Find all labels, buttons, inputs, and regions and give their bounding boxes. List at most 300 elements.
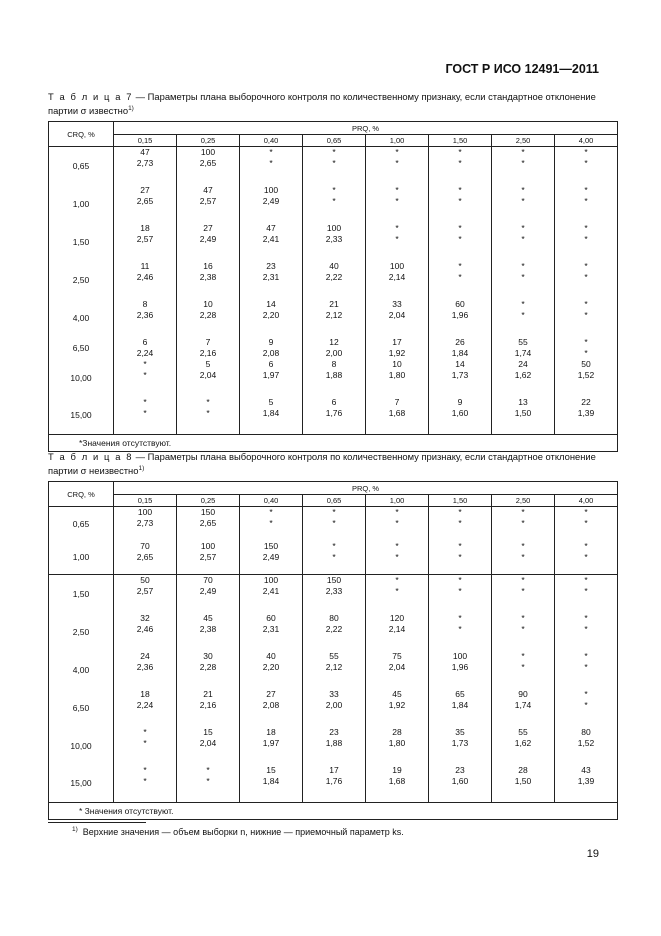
acceptance-constant: 2,33	[325, 233, 343, 244]
acceptance-constant: 2,20	[262, 661, 280, 672]
sample-size: 30	[203, 650, 213, 661]
table-cell	[429, 689, 492, 727]
table-7	[48, 121, 618, 452]
sample-size: *	[395, 222, 399, 233]
sample-size: 11	[140, 260, 150, 271]
acceptance-constant: 1,39	[577, 407, 595, 418]
sample-size: 40	[329, 260, 339, 271]
sample-size: *	[458, 575, 462, 585]
acceptance-constant: *	[458, 551, 462, 562]
sample-size: 10	[392, 358, 402, 369]
acceptance-constant: *	[584, 309, 588, 320]
acceptance-constant: 1,92	[388, 699, 406, 710]
sample-size: *	[584, 507, 588, 517]
sample-size: 90	[518, 688, 528, 699]
sample-size: 27	[203, 222, 213, 233]
acceptance-constant: 1,74	[514, 347, 532, 358]
acceptance-constant: *	[143, 775, 147, 786]
sample-size: 100	[137, 507, 153, 517]
sample-size: *	[584, 650, 588, 661]
table-cell	[366, 651, 429, 689]
sample-size: 50	[581, 358, 591, 369]
sample-size: *	[458, 612, 462, 623]
acceptance-constant: 2,00	[325, 347, 343, 358]
page-number: 19	[586, 848, 599, 860]
acceptance-constant: *	[458, 195, 462, 206]
table-cell	[492, 651, 555, 689]
acceptance-constant: 2,65	[136, 195, 154, 206]
prq-value: 0,15	[114, 135, 177, 147]
sample-size: 12	[329, 336, 339, 347]
sample-size: 70	[140, 540, 150, 551]
table-cell	[303, 765, 366, 803]
table-cell	[240, 541, 303, 575]
sample-size: 43	[581, 764, 591, 775]
table-cell	[366, 147, 429, 185]
sample-size: 7	[205, 336, 211, 347]
table-row	[49, 575, 618, 613]
acceptance-constant: 1,60	[451, 407, 469, 418]
prq-header: PRQ, %	[114, 482, 618, 495]
table-cell	[366, 223, 429, 261]
sample-size: *	[584, 184, 588, 195]
acceptance-constant: 1,52	[577, 369, 595, 380]
table-cell	[177, 397, 240, 435]
sample-size: *	[584, 688, 588, 699]
acceptance-constant: *	[458, 623, 462, 634]
sample-size: 45	[203, 612, 213, 623]
table-cell	[303, 147, 366, 185]
table-cell	[303, 299, 366, 337]
acceptance-constant: 2,16	[199, 699, 217, 710]
prq-values-row	[49, 495, 618, 507]
sample-size: *	[584, 260, 588, 271]
crq-value: 10,00	[49, 359, 114, 397]
acceptance-constant: 1,84	[262, 775, 280, 786]
table-cell	[303, 541, 366, 575]
acceptance-constant: 2,31	[262, 271, 280, 282]
table-cell	[114, 613, 177, 651]
table-cell	[240, 359, 303, 397]
table-cell	[492, 185, 555, 223]
acceptance-constant: 1,97	[262, 369, 280, 380]
acceptance-constant: 2,73	[136, 158, 154, 168]
table-cell	[429, 337, 492, 359]
sample-size: 23	[329, 726, 339, 737]
table-cell	[366, 185, 429, 223]
table-cell	[492, 261, 555, 299]
sample-size: 80	[329, 612, 339, 623]
table-cell	[555, 651, 618, 689]
sample-size: *	[521, 650, 525, 661]
table-cell	[429, 261, 492, 299]
crq-value: 1,00	[49, 541, 114, 575]
table-cell	[240, 765, 303, 803]
table-cell	[240, 575, 303, 613]
table-cell	[240, 689, 303, 727]
table-cell	[114, 689, 177, 727]
sample-size: *	[521, 260, 525, 271]
sample-size: 100	[263, 575, 279, 585]
acceptance-constant: *	[584, 271, 588, 282]
table-row	[49, 541, 618, 575]
table-cell	[429, 613, 492, 651]
acceptance-constant: *	[395, 233, 399, 244]
sample-size: *	[143, 764, 147, 775]
sample-size: 16	[203, 260, 213, 271]
acceptance-constant: 2,57	[136, 233, 154, 244]
table-cell	[429, 223, 492, 261]
table-row	[49, 299, 618, 337]
acceptance-constant: *	[269, 158, 273, 168]
prq-value: 0,15	[114, 495, 177, 507]
table-cell	[303, 185, 366, 223]
sample-size: 26	[455, 336, 465, 347]
table-row	[49, 261, 618, 299]
crq-value: 1,00	[49, 185, 114, 223]
sample-size: 47	[140, 147, 150, 157]
sample-size: *	[143, 726, 147, 737]
sample-size: *	[584, 147, 588, 157]
sample-size: 21	[203, 688, 213, 699]
sample-size: 18	[266, 726, 276, 737]
table-cell	[555, 727, 618, 765]
table-cell	[240, 727, 303, 765]
prq-value: 0,25	[177, 135, 240, 147]
table-cell	[303, 261, 366, 299]
table-note: *Значения отсутствуют.	[49, 435, 618, 452]
sample-size: *	[521, 184, 525, 195]
crq-value: 2,50	[49, 261, 114, 299]
note-row	[49, 435, 618, 452]
table-cell	[366, 727, 429, 765]
table-cell	[240, 223, 303, 261]
sample-size: 15	[203, 726, 213, 737]
sample-size: 10	[203, 298, 213, 309]
crq-value: 0,65	[49, 147, 114, 185]
acceptance-constant: 1,62	[514, 737, 532, 748]
acceptance-constant: 2,49	[262, 195, 280, 206]
sample-size: *	[584, 222, 588, 233]
acceptance-constant: 2,12	[325, 661, 343, 672]
table-cell	[114, 507, 177, 541]
table-cell	[303, 613, 366, 651]
sample-size: 24	[518, 358, 528, 369]
acceptance-constant: 2,28	[199, 309, 217, 320]
table-cell	[366, 507, 429, 541]
acceptance-constant: 2,38	[199, 271, 217, 282]
prq-value: 0,65	[303, 495, 366, 507]
sample-size: 47	[266, 222, 276, 233]
acceptance-constant: 1,73	[451, 369, 469, 380]
table-cell	[492, 223, 555, 261]
sample-size: 150	[326, 575, 342, 585]
acceptance-constant: 2,38	[199, 623, 217, 634]
acceptance-constant: 2,73	[136, 518, 154, 528]
acceptance-constant: *	[584, 347, 588, 358]
table-row	[49, 613, 618, 651]
sample-size: *	[143, 358, 147, 369]
table-8	[48, 481, 618, 820]
table-cell	[114, 765, 177, 803]
sample-size: *	[458, 147, 462, 157]
acceptance-constant: *	[521, 661, 525, 672]
table-7-caption	[48, 91, 618, 117]
acceptance-constant: 1,76	[325, 775, 343, 786]
acceptance-constant: *	[143, 737, 147, 748]
table-row	[49, 765, 618, 803]
sample-size: 100	[326, 222, 342, 233]
table-cell	[177, 613, 240, 651]
table-cell	[114, 147, 177, 185]
sample-size: *	[458, 540, 462, 551]
sample-size: *	[584, 298, 588, 309]
acceptance-constant: *	[332, 158, 336, 168]
table-cell	[555, 223, 618, 261]
table-title: — Параметры плана выборочного контроля по количественному признаку, если стандартное отклонение партии σ неизвестно	[48, 451, 596, 477]
table-cell	[429, 575, 492, 613]
table-cell	[177, 541, 240, 575]
sample-size: 17	[392, 336, 402, 347]
acceptance-constant: 1,76	[325, 407, 343, 418]
sample-size: 55	[329, 650, 339, 661]
crq-value: 0,65	[49, 507, 114, 541]
table-cell	[240, 261, 303, 299]
table-cell	[555, 507, 618, 541]
table-cell	[366, 337, 429, 359]
table-cell	[240, 147, 303, 185]
acceptance-constant: 2,24	[136, 347, 154, 358]
sample-size: 23	[266, 260, 276, 271]
table-cell	[177, 507, 240, 541]
crq-value: 6,50	[49, 689, 114, 727]
acceptance-constant: 2,41	[262, 233, 280, 244]
table-cell	[303, 507, 366, 541]
crq-value: 6,50	[49, 337, 114, 359]
acceptance-constant: 2,12	[325, 309, 343, 320]
sample-size: *	[521, 147, 525, 157]
acceptance-constant: *	[458, 158, 462, 168]
table-cell	[492, 575, 555, 613]
table-cell	[555, 689, 618, 727]
sample-size: *	[521, 540, 525, 551]
acceptance-constant: 2,28	[199, 661, 217, 672]
acceptance-constant: 1,84	[262, 407, 280, 418]
acceptance-constant: *	[395, 195, 399, 206]
sample-size: 15	[266, 764, 276, 775]
acceptance-constant: 2,24	[136, 699, 154, 710]
acceptance-constant: 2,36	[136, 661, 154, 672]
table-cell	[492, 337, 555, 359]
sample-size: *	[143, 396, 147, 407]
sample-size: *	[584, 575, 588, 585]
note-row	[49, 803, 618, 820]
prq-value: 4,00	[555, 495, 618, 507]
sample-size: *	[395, 575, 399, 585]
acceptance-constant: *	[395, 586, 399, 596]
sample-size: 27	[140, 184, 150, 195]
table-cell	[240, 613, 303, 651]
sample-size: 8	[142, 298, 148, 309]
sample-size: 32	[140, 612, 150, 623]
acceptance-constant: *	[332, 551, 336, 562]
acceptance-constant: 2,31	[262, 623, 280, 634]
sample-size: 60	[266, 612, 276, 623]
table-cell	[366, 613, 429, 651]
table-cell	[555, 613, 618, 651]
table-cell	[177, 261, 240, 299]
footnote-divider	[48, 822, 146, 823]
table-cell	[177, 185, 240, 223]
table-cell	[177, 147, 240, 185]
acceptance-constant: 1,88	[325, 737, 343, 748]
table-row	[49, 689, 618, 727]
table-cell	[429, 541, 492, 575]
acceptance-constant: 1,96	[451, 309, 469, 320]
table-cell	[429, 397, 492, 435]
acceptance-constant: 2,33	[325, 586, 343, 596]
prq-value: 1,00	[366, 135, 429, 147]
sample-size: 75	[392, 650, 402, 661]
table-cell	[429, 727, 492, 765]
sample-size: 33	[329, 688, 339, 699]
table-cell	[114, 575, 177, 613]
sample-size: 28	[518, 764, 528, 775]
sample-size: 150	[263, 540, 279, 551]
table-cell	[492, 397, 555, 435]
table-cell	[177, 359, 240, 397]
acceptance-constant: 2,36	[136, 309, 154, 320]
acceptance-constant: *	[458, 271, 462, 282]
crq-header: CRQ, %	[49, 122, 114, 147]
table-cell	[114, 359, 177, 397]
acceptance-constant: *	[143, 407, 147, 418]
acceptance-constant: *	[395, 551, 399, 562]
table-cell	[366, 689, 429, 727]
footnote-text: Верхние значения — объем выборки n, нижние — приемочный параметр ks.	[82, 827, 404, 837]
crq-header: CRQ, %	[49, 482, 114, 507]
prq-value: 2,50	[492, 135, 555, 147]
table-cell	[492, 541, 555, 575]
table-row	[49, 727, 618, 765]
acceptance-constant: 2,46	[136, 623, 154, 634]
table-cell	[555, 185, 618, 223]
acceptance-constant: 2,04	[199, 369, 217, 380]
crq-value: 15,00	[49, 765, 114, 803]
table-cell	[492, 727, 555, 765]
sample-size: *	[332, 507, 336, 517]
footnote-mark: 1)	[138, 465, 145, 472]
sample-size: 24	[140, 650, 150, 661]
sample-size: *	[458, 260, 462, 271]
sample-size: 5	[205, 358, 211, 369]
acceptance-constant: 2,08	[262, 347, 280, 358]
acceptance-constant: *	[584, 233, 588, 244]
sample-size: 8	[331, 358, 337, 369]
sample-size: *	[521, 298, 525, 309]
sample-size: *	[395, 507, 399, 517]
table-cell	[555, 575, 618, 613]
table-row	[49, 185, 618, 223]
acceptance-constant: 2,49	[199, 586, 217, 596]
sample-size: 120	[389, 612, 405, 623]
table-cell	[303, 223, 366, 261]
table-cell	[303, 397, 366, 435]
sample-size: 100	[389, 260, 405, 271]
sample-size: 22	[581, 396, 591, 407]
sample-size: 40	[266, 650, 276, 661]
acceptance-constant: 1,39	[577, 775, 595, 786]
acceptance-constant: *	[584, 623, 588, 634]
table-cell	[555, 337, 618, 359]
table-cell	[114, 185, 177, 223]
sample-size: *	[521, 222, 525, 233]
sample-size: 100	[200, 540, 216, 551]
acceptance-constant: 2,49	[262, 551, 280, 562]
header-row	[49, 482, 618, 495]
header-row	[49, 122, 618, 135]
sample-size: 18	[140, 688, 150, 699]
acceptance-constant: *	[269, 518, 273, 528]
acceptance-constant: *	[584, 158, 588, 168]
acceptance-constant: 2,46	[136, 271, 154, 282]
sample-size: *	[521, 575, 525, 585]
crq-value: 2,50	[49, 613, 114, 651]
footnote-mark: 1)	[72, 826, 78, 833]
acceptance-constant: *	[521, 195, 525, 206]
sample-size: *	[395, 147, 399, 157]
table-cell	[177, 689, 240, 727]
sample-size: *	[458, 507, 462, 517]
table-cell	[366, 299, 429, 337]
acceptance-constant: 1,68	[388, 407, 406, 418]
sample-size: 100	[263, 184, 279, 195]
table-cell	[303, 689, 366, 727]
table-cell	[177, 765, 240, 803]
acceptance-constant: *	[584, 699, 588, 710]
prq-header: PRQ, %	[114, 122, 618, 135]
table-cell	[177, 223, 240, 261]
acceptance-constant: 2,22	[325, 271, 343, 282]
acceptance-constant: 2,41	[262, 586, 280, 596]
table-cell	[240, 185, 303, 223]
table-cell	[114, 261, 177, 299]
prq-value: 0,40	[240, 495, 303, 507]
standard-designation: ГОСТ Р ИСО 12491—2011	[445, 62, 599, 76]
table-cell	[114, 223, 177, 261]
sample-size: *	[458, 184, 462, 195]
prq-value: 1,50	[429, 495, 492, 507]
table-cell	[177, 299, 240, 337]
table-cell	[240, 337, 303, 359]
table-row	[49, 507, 618, 541]
prq-value: 0,40	[240, 135, 303, 147]
acceptance-constant: 2,14	[388, 623, 406, 634]
sample-size: 9	[268, 336, 274, 347]
table-cell	[114, 727, 177, 765]
table-cell	[492, 147, 555, 185]
prq-value: 1,00	[366, 495, 429, 507]
crq-value: 4,00	[49, 651, 114, 689]
acceptance-constant: 1,60	[451, 775, 469, 786]
acceptance-constant: 2,57	[199, 551, 217, 562]
acceptance-constant: 1,80	[388, 369, 406, 380]
sample-size: 14	[455, 358, 465, 369]
acceptance-constant: *	[458, 233, 462, 244]
acceptance-constant: *	[143, 369, 147, 380]
acceptance-constant: 2,65	[199, 518, 217, 528]
crq-value: 15,00	[49, 397, 114, 435]
